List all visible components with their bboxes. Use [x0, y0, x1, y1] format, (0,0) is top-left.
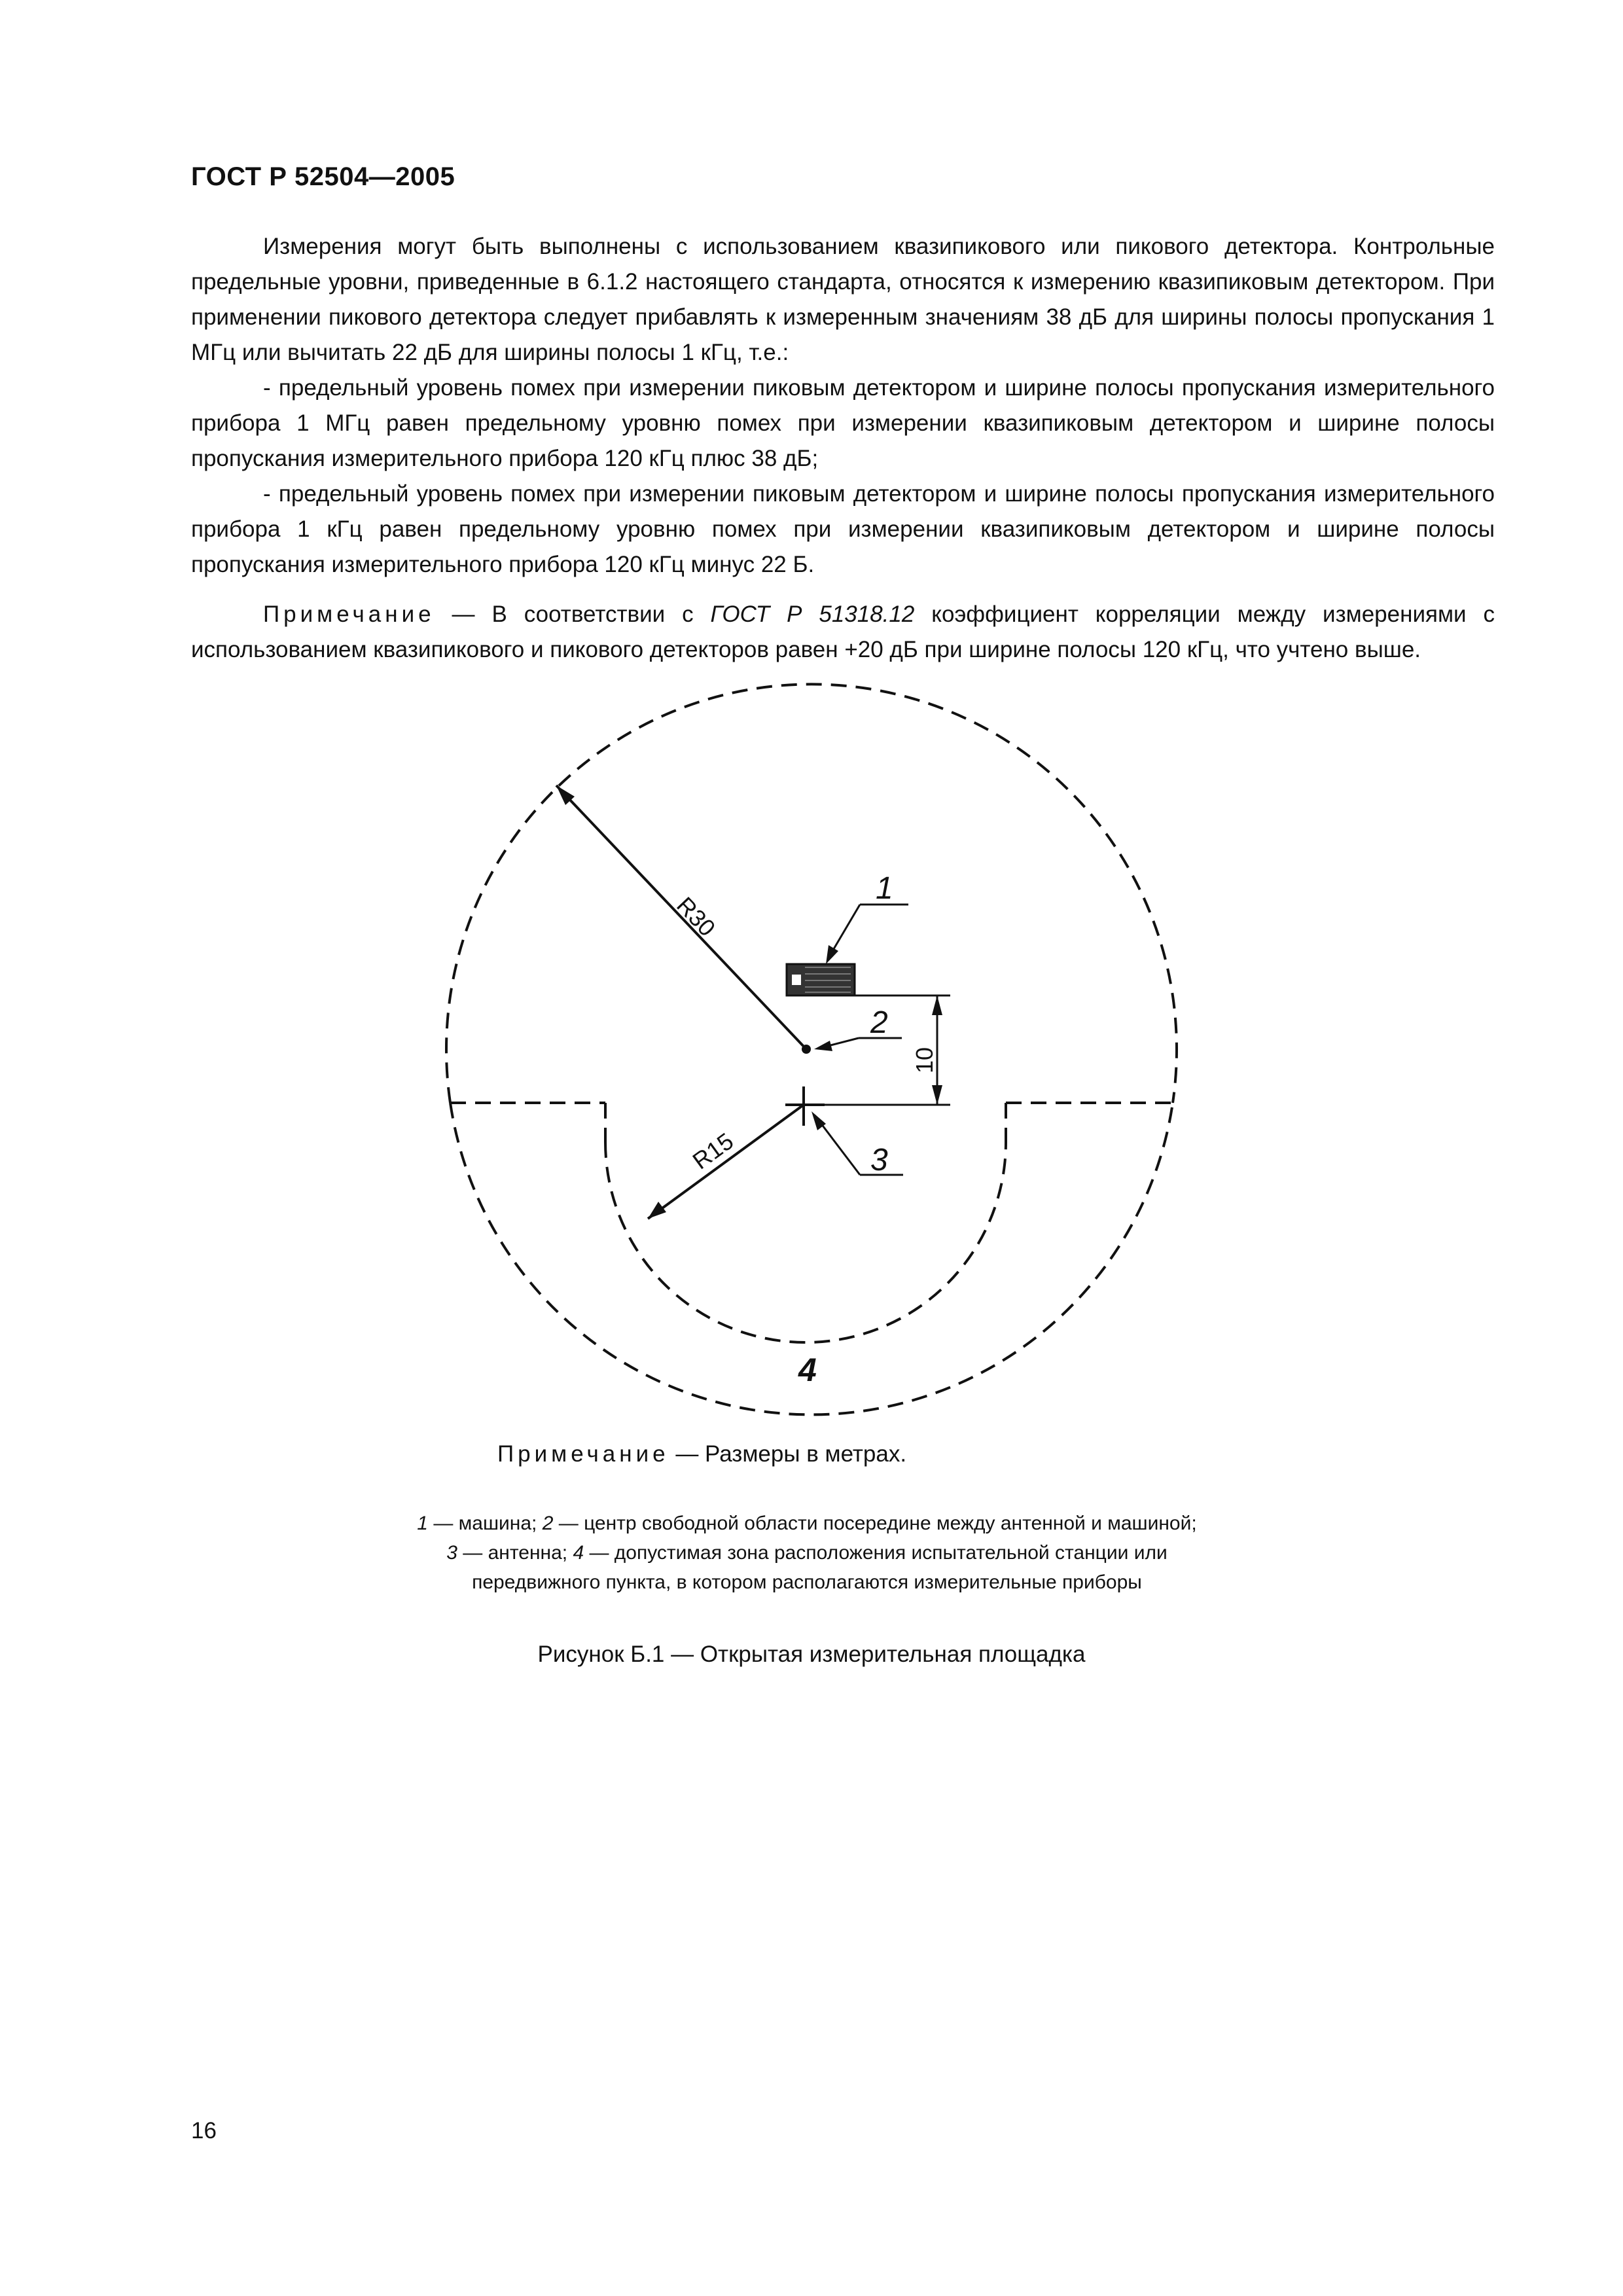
test-site-diagram — [0, 681, 1623, 1492]
label-item-3: 3 — [870, 1143, 888, 1177]
dimension-arrow-bottom — [932, 1085, 942, 1105]
figure-test-site — [0, 681, 1623, 1492]
paragraph-1khz-limit: - предельный уровень помех при измерении пиковым детектором и ширине полосы пропускания измерительного прибора 1 кГц равен предельному уровню помех при измерении квазипиковым детектором и ширине полосы пропускания измерительного прибора 120 кГц минус 22 Б. — [191, 481, 1495, 577]
legend-n4: 4 — [573, 1542, 584, 1564]
figure-legend — [412, 1509, 1202, 1597]
radius-r15-line — [648, 1105, 804, 1219]
dimension-arrow-top — [932, 996, 942, 1015]
note-text: коэффициент корреляции между измерениями с использованием квазипикового и пикового детекторов равен +20 дБ при ширине полосы 120 кГц, что учтено выше. — [191, 601, 1495, 662]
note-label: Примечание — [263, 601, 435, 627]
label-r30: R30 — [671, 891, 721, 942]
inner-boundary-arc — [605, 1142, 1006, 1342]
figure-note-text: — Размеры в метрах. — [669, 1441, 907, 1467]
legend-t1: — машина; — [427, 1513, 543, 1534]
figure-note-label: Примечание — [497, 1441, 669, 1467]
center-point — [802, 1045, 811, 1054]
figure-note — [497, 1441, 906, 1467]
note-reference: ГОСТ Р 51318.12 — [710, 601, 915, 627]
legend-n3: 3 — [446, 1542, 457, 1564]
paragraph-measurements: Измерения могут быть выполнены с использованием квазипикового или пикового детектора. Контрольные предельные уровни, приведенные в 6.1.2 настоящего стандарта, относятся к измерению квазипиковым детектором. При применении пикового детектора следует прибавлять к измеренным значениям 38 дБ для ширины полосы пропускания 1 МГц или вычитать 22 дБ для ширины полосы 1 кГц, т.е.: — [191, 234, 1495, 365]
paragraph-note — [191, 597, 1495, 668]
leader-2-arrow — [814, 1041, 832, 1051]
car-marker-window — [792, 975, 801, 985]
note-dash: — В соответствии с — [435, 601, 711, 627]
page-number: 16 — [191, 2118, 217, 2144]
label-item-1: 1 — [876, 871, 893, 906]
legend-t3: — антенна; — [457, 1542, 573, 1564]
outer-boundary-arc — [446, 684, 1177, 1103]
label-r15: R15 — [687, 1127, 739, 1175]
label-dimension-10: 10 — [911, 1047, 938, 1074]
figure-caption: Рисунок Б.1 — Открытая измерительная площадка — [537, 1641, 1086, 1667]
legend-t4: — допустимая зона расположения испытательной станции или передвижного пункта, в котором располагаются измерительные приборы — [472, 1542, 1168, 1593]
legend-t2: — центр свободной области посередине между антенной и машиной; — [553, 1513, 1197, 1534]
label-item-2: 2 — [870, 1005, 888, 1040]
legend-n2: 2 — [542, 1513, 554, 1534]
legend-n1: 1 — [417, 1513, 428, 1534]
paragraph-1mhz-limit: - предельный уровень помех при измерении пиковым детектором и ширине полосы пропускания измерительного прибора 1 МГц равен предельному уровню помех при измерении квазипиковым детектором и ширине полосы пропускания измерительного прибора 120 кГц плюс 38 дБ; — [191, 375, 1495, 471]
document-header: ГОСТ Р 52504—2005 — [191, 162, 455, 191]
body-text — [191, 229, 1495, 668]
label-item-4: 4 — [798, 1352, 817, 1388]
radius-r15-arrow — [648, 1202, 666, 1219]
leader-1-arrow — [826, 945, 838, 964]
